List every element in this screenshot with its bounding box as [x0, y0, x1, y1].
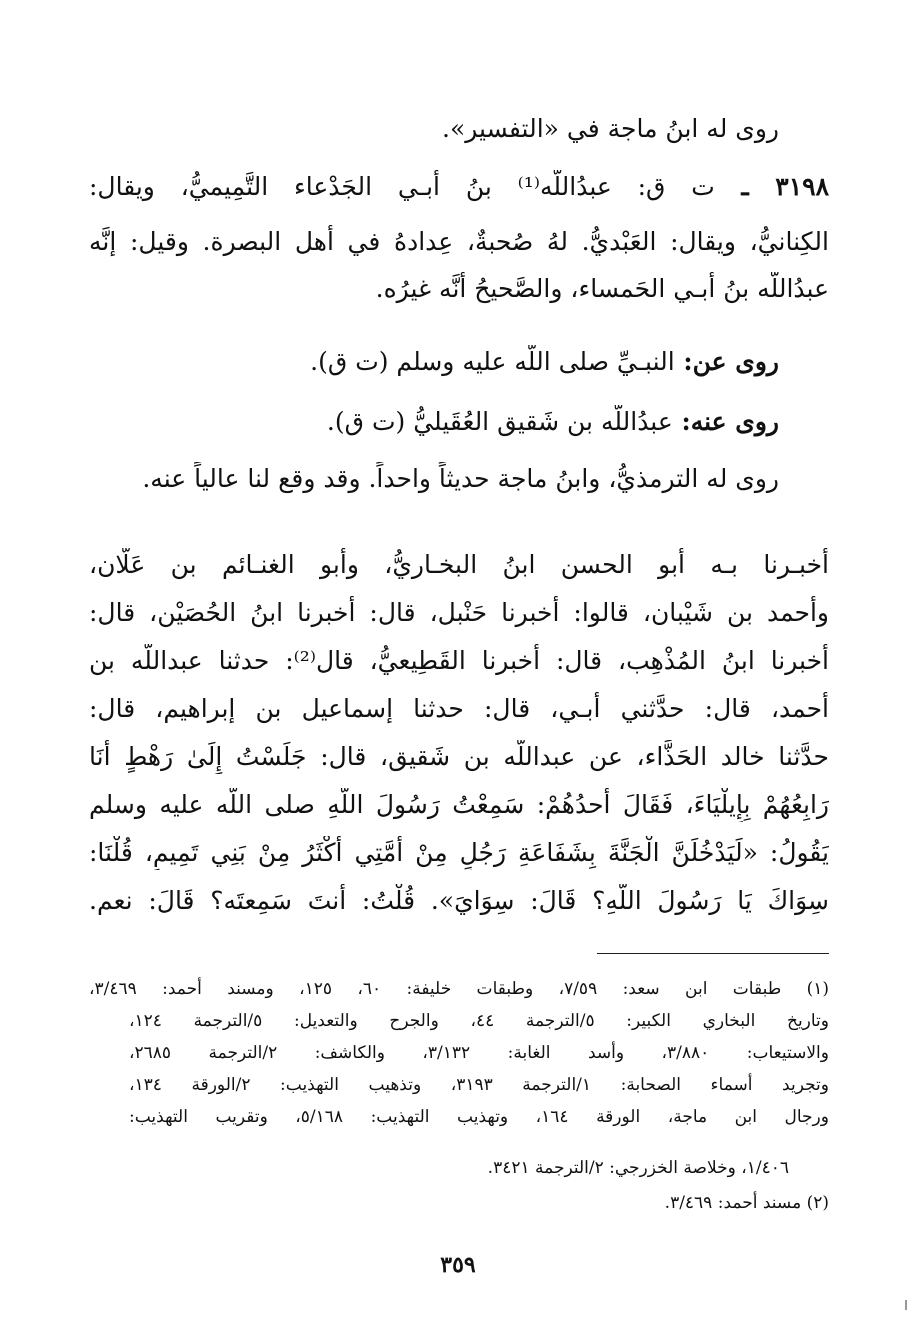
- hadith-line: حدَّثنا خالد الحَذَّاء، عن عبداللَّه بن شَقيق، قال: جَلَسْتُ إِلَىٰ رَهْطٍ أَنَا: [89, 742, 829, 771]
- footnote-line: وتجريد أسماء الصحابة: ١/الترجمة ٣١٩٣، وتذهيب التهذيب: ٢/الورقة ١٣٤،: [129, 1075, 829, 1095]
- text-line: روى له الترمذيُّ، وابنُ ماجة حديثاً واحداً. وقد وقع لنا عالياً عنه.: [142, 464, 779, 493]
- footnote-line: والاستيعاب: ٣/٨٨٠، وأسد الغابة: ٣/١٣٢، والكاشف: ٢/الترجمة ٢٦٨٥،: [129, 1043, 829, 1063]
- narrated-from-line: [89, 345, 779, 379]
- footnote-line: ورجال ابن ماجة، الورقة ١٦٤، وتهذيب التهذيب: ٥/١٦٨، وتقريب التهذيب:: [129, 1107, 829, 1127]
- page-number: ٣٥٩: [440, 1252, 476, 1278]
- hadith-line: رَابِعُهُمْ بِإِيلْيَاءَ، فَقَالَ أَحدُهُمْ: سَمِعْتُ رَسُولَ اللَّهِ صلى اللَّه عليه وسلم: [89, 790, 829, 819]
- footnote-line: وتاريخ البخاري الكبير: ٥/الترجمة ٤٤، والجرح والتعديل: ٥/الترجمة ١٢٤،: [129, 1011, 829, 1031]
- hadith-line: أخبـرنا بـه أبو الحسن ابنُ البخـاريُّ، وأبو الغنـائم بن عَلَّان،: [89, 550, 829, 579]
- hadith-line: سِوَاكَ يَا رَسُولَ اللَّهِ؟ قَالَ: سِوَايَ». قُلْتُ: أَنتَ سَمِعتَه؟ قَالَ: نعم.: [89, 886, 829, 915]
- text-line: عبدُاللَّه بنُ أبـي الحَمساء، والصَّحيحُ أنَّه غيرُه.: [375, 274, 829, 303]
- entry-number: ٣١٩٨ ـ: [714, 172, 829, 201]
- narrated-by-line: [89, 405, 779, 439]
- narrated-by-text: عبدُاللَّه بن شَقيق العُقَيليُّ (ت ق).: [326, 407, 673, 436]
- footnote-line: ١/٤٠٦، وخلاصة الخزرجي: ٢/الترجمة ٣٤٢١.: [487, 1158, 789, 1178]
- footnote-separator: [597, 953, 829, 954]
- narrated-from-text: النبـيِّ صلى اللَّه عليه وسلم (ت ق).: [310, 347, 675, 376]
- hadith-line: يَقُولُ: «لَيَدْخُلَنَّ الْجَنَّةَ بِشَفَاعَةِ رَجُلٍ مِنْ أُمَّتِي أَكْثَرُ مِنْ بَنِي تَمِيمٍ، قُلْنَا:: [89, 838, 829, 867]
- hadith-line: وأحمد بن شَيْبان، قالوا: أخبرنا حَنْبل، قال: أخبرنا ابنُ الحُصَيْن، قال:: [89, 598, 829, 627]
- text-line: روى له ابنُ ماجة في «التفسير».: [442, 114, 779, 143]
- text-line: الكِنانيُّ، ويقال: العَبْديُّ. لهُ صُحبةٌ، عِدادهُ في أهل البصرة. وقيل: إنَّه: [89, 227, 829, 256]
- hadith-line: أخبرنا ابنُ المُذْهِب، قال: أخبرنا القَطِيعيُّ، قال⁽²⁾: حدثنا عبداللَّه بن: [89, 646, 829, 675]
- narrated-by-label: روى عنه:: [672, 407, 779, 436]
- footnote-line: (١) طبقات ابن سعد: ٧/٥٩، وطبقات خليفة: ٦٠، ١٢٥، ومسند أحمد: ٣/٤٦٩،: [89, 979, 829, 999]
- narrated-from-label: روى عن:: [674, 347, 779, 376]
- entry-heading-line: [89, 170, 829, 204]
- scan-mark: [905, 1300, 907, 1310]
- entry-heading-text: ت ق: عبدُاللَّه⁽¹⁾ بنُ أبـي الجَدْعاء التَّمِيميُّ، ويقال:: [89, 172, 715, 201]
- footnote-line: (٢) مسند أحمد: ٣/٤٦٩.: [664, 1193, 829, 1213]
- hadith-line: أحمد، قال: حدَّثني أبـي، قال: حدثنا إسماعيل بن إبراهيم، قال:: [89, 694, 829, 723]
